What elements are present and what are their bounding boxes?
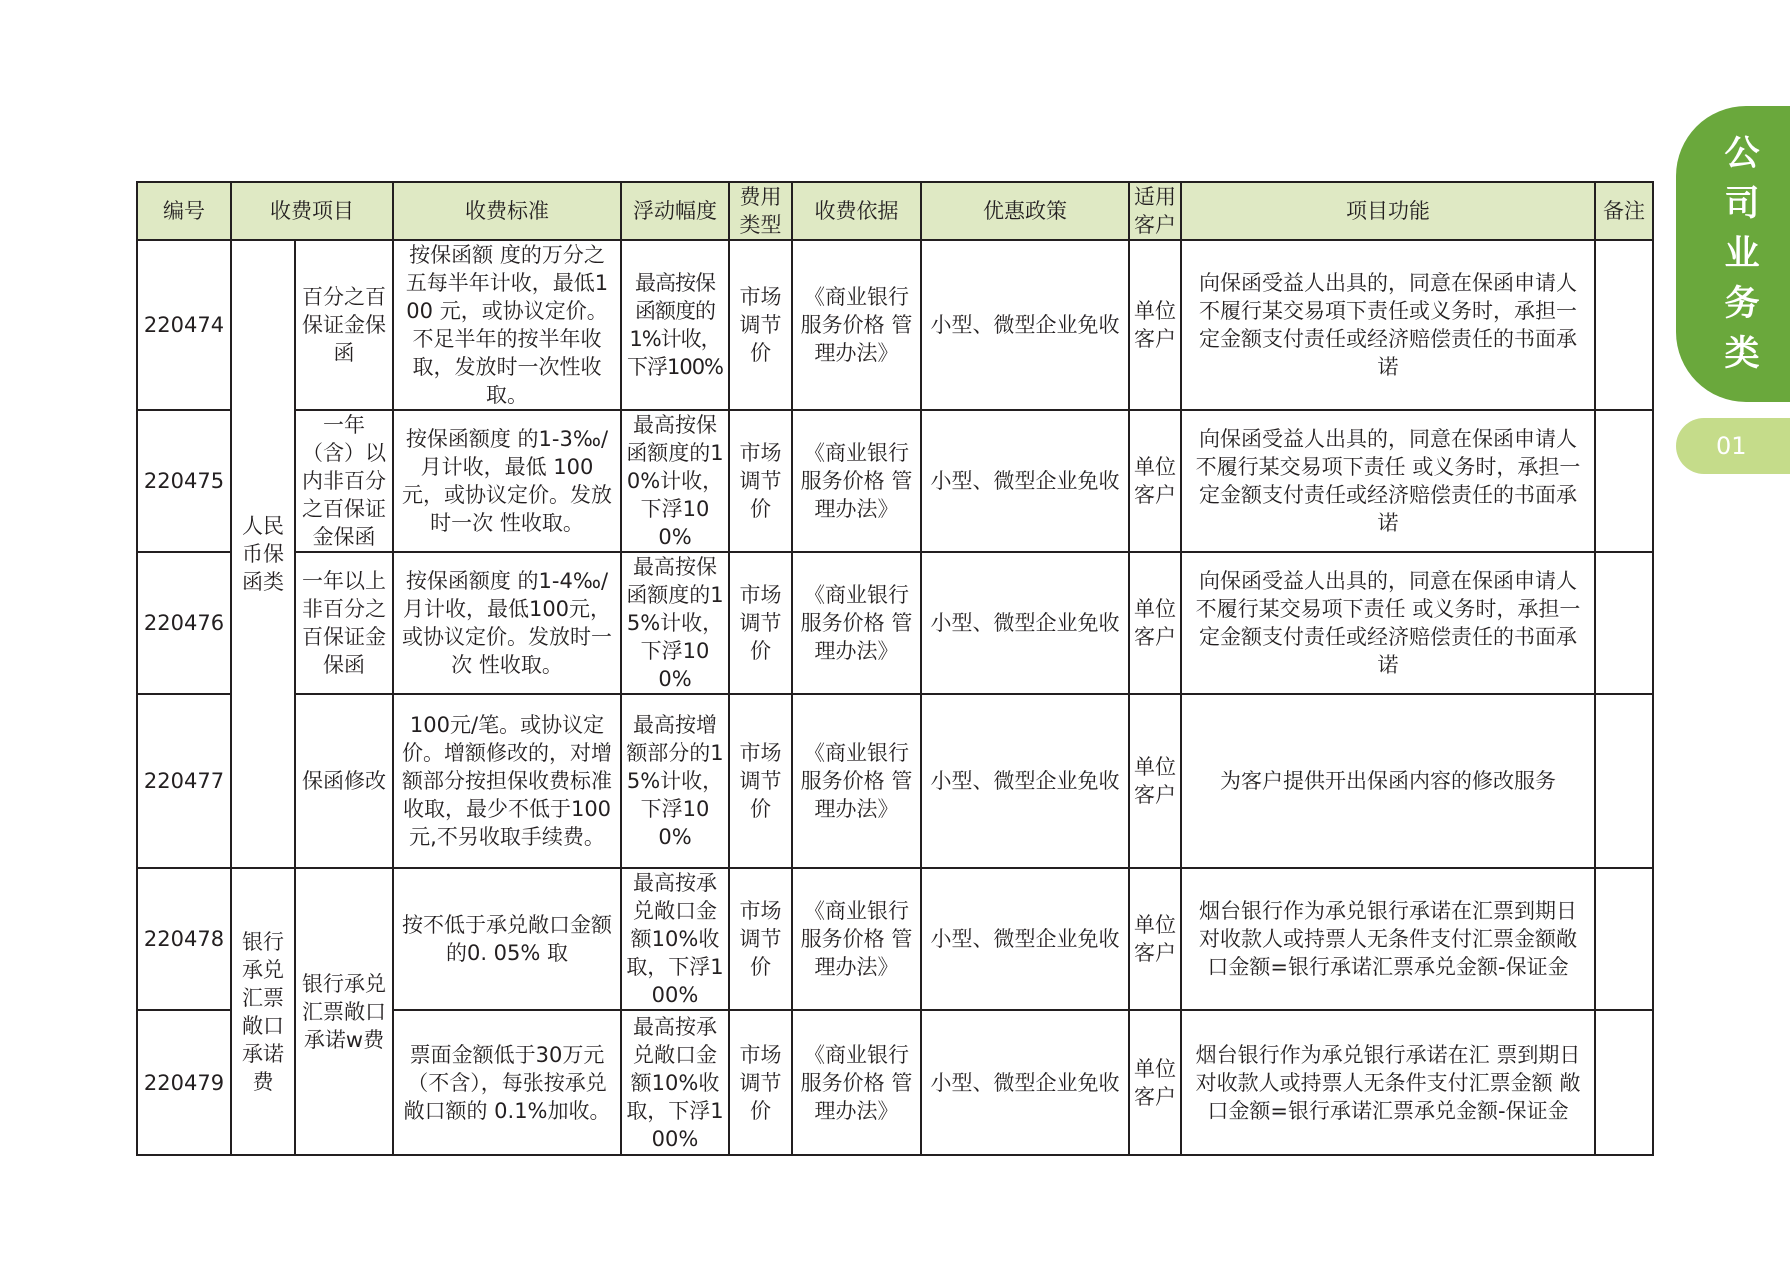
range-cell: 最高按承兑敞口金额10%收取，下浮100% <box>621 868 729 1010</box>
header-standard: 收费标准 <box>393 182 621 240</box>
header-customer: 适用客户 <box>1129 182 1181 240</box>
header-function: 项目功能 <box>1181 182 1595 240</box>
standard-cell: 按保函额 度的万分之五每半年计收，最低100 元，或协议定价。不足半年的按半年收取，发放时一次性收取。 <box>393 240 621 410</box>
header-fee-type: 费用类型 <box>729 182 792 240</box>
group-cell: 银行承兑汇票敞口承诺费 <box>231 868 295 1155</box>
item-cell: 百分之百保证金保函 <box>295 240 393 410</box>
function-cell: 向保函受益人出具的，同意在保函申请人不履行某交易项下责任 或义务时，承担一定金额支付责任或经济赔偿责任的书面承诺 <box>1181 410 1595 552</box>
policy-cell: 小型、微型企业免收 <box>921 552 1129 694</box>
standard-cell: 按保函额度 的1-3‰/月计收，最低 100元，或协议定价。发放时一次 性收取。 <box>393 410 621 552</box>
fee-type-cell: 市场调节价 <box>729 868 792 1010</box>
range-cell: 最高按保函额度的15%计收，下浮100% <box>621 552 729 694</box>
policy-cell: 小型、微型企业免收 <box>921 240 1129 410</box>
table-row <box>137 868 1653 1010</box>
section-tab <box>1676 106 1790 402</box>
basis-cell: 《商业银行服务价格 管理办法》 <box>792 552 921 694</box>
section-tab-char: 司 <box>1724 184 1760 224</box>
standard-cell: 按保函额度 的1-4‰/月计收，最低100元，或协议定价。发放时一次 性收取。 <box>393 552 621 694</box>
item-cell: 保函修改 <box>295 694 393 868</box>
section-tab-char: 公 <box>1724 134 1760 174</box>
remark-cell <box>1595 694 1653 868</box>
section-tab-char: 业 <box>1724 234 1760 274</box>
code-cell: 220477 <box>137 694 231 868</box>
remark-cell <box>1595 240 1653 410</box>
table-row <box>137 552 1653 694</box>
section-tab-char: 类 <box>1724 334 1760 374</box>
header-item: 收费项目 <box>231 182 393 240</box>
policy-cell: 小型、微型企业免收 <box>921 1010 1129 1155</box>
code-cell: 220478 <box>137 868 231 1010</box>
policy-cell: 小型、微型企业免收 <box>921 868 1129 1010</box>
header-code: 编号 <box>137 182 231 240</box>
standard-cell: 100元/笔。或协议定价。增额修改的，对增额部分按担保收费标准收取，最少不低于100元,不另收取手续费。 <box>393 694 621 868</box>
page-number: 01 <box>1676 418 1790 474</box>
fee-type-cell: 市场调节价 <box>729 240 792 410</box>
code-cell: 220479 <box>137 1010 231 1155</box>
basis-cell: 《商业银行服务价格 管理办法》 <box>792 868 921 1010</box>
remark-cell <box>1595 552 1653 694</box>
code-cell: 220474 <box>137 240 231 410</box>
fee-type-cell: 市场调节价 <box>729 694 792 868</box>
customer-cell: 单位客户 <box>1129 552 1181 694</box>
header-row <box>137 182 1653 240</box>
code-cell: 220475 <box>137 410 231 552</box>
fee-type-cell: 市场调节价 <box>729 1010 792 1155</box>
table-row <box>137 410 1653 552</box>
customer-cell: 单位客户 <box>1129 1010 1181 1155</box>
function-cell: 向保函受益人出具的，同意在保函申请人不履行某交易项下责任 或义务时，承担一定金额支付责任或经济赔偿责任的书面承诺 <box>1181 552 1595 694</box>
customer-cell: 单位客户 <box>1129 410 1181 552</box>
item-cell: 银行承兑汇票敞口承诺w费 <box>295 868 393 1155</box>
customer-cell: 单位客户 <box>1129 240 1181 410</box>
standard-cell: 按不低于承兑敞口金额的0. 05% 取 <box>393 868 621 1010</box>
header-range: 浮动幅度 <box>621 182 729 240</box>
function-cell: 烟台银行作为承兑银行承诺在汇 票到期日对收款人或持票人无条件支付汇票金额 敞口金额=银行承诺汇票承兑金额-保证金 <box>1181 1010 1595 1155</box>
range-cell: 最高按承兑敞口金额10%收取，下浮100% <box>621 1010 729 1155</box>
fee-type-cell: 市场调节价 <box>729 552 792 694</box>
item-cell: 一年（含）以内非百分之百保证金保函 <box>295 410 393 552</box>
function-cell: 烟台银行作为承兑银行承诺在汇票到期日对收款人或持票人无条件支付汇票金额敞口金额=银行承诺汇票承兑金额-保证金 <box>1181 868 1595 1010</box>
header-policy: 优惠政策 <box>921 182 1129 240</box>
header-remark: 备注 <box>1595 182 1653 240</box>
standard-cell: 票面金额低于30万元（不含），每张按承兑敞口额的 0.1%加收。 <box>393 1010 621 1155</box>
function-cell: 向保函受益人出具的，同意在保函申请人不履行某交易項下责任或义务时，承担一定金额支付责任或经济赔偿责任的书面承诺 <box>1181 240 1595 410</box>
section-tab-char: 务 <box>1724 284 1760 324</box>
policy-cell: 小型、微型企业免收 <box>921 410 1129 552</box>
range-cell: 最高按增额部分的15%计收，下浮100% <box>621 694 729 868</box>
basis-cell: 《商业银行服务价格 管理办法》 <box>792 240 921 410</box>
fee-table <box>136 181 1654 1156</box>
range-cell: 最高按保函额度的10%计收，下浮100% <box>621 410 729 552</box>
range-cell: 最高按保函额度的1%计收，下浮100% <box>621 240 729 410</box>
fee-type-cell: 市场调节价 <box>729 410 792 552</box>
header-basis: 收费依据 <box>792 182 921 240</box>
basis-cell: 《商业银行服务价格 管理办法》 <box>792 410 921 552</box>
code-cell: 220476 <box>137 552 231 694</box>
remark-cell <box>1595 410 1653 552</box>
customer-cell: 单位客户 <box>1129 868 1181 1010</box>
function-cell: 为客户提供开出保函内容的修改服务 <box>1181 694 1595 868</box>
basis-cell: 《商业银行服务价格 管理办法》 <box>792 1010 921 1155</box>
policy-cell: 小型、微型企业免收 <box>921 694 1129 868</box>
group-cell: 人民币保函类 <box>231 240 295 868</box>
remark-cell <box>1595 868 1653 1010</box>
basis-cell: 《商业银行服务价格 管理办法》 <box>792 694 921 868</box>
table-row <box>137 694 1653 868</box>
customer-cell: 单位客户 <box>1129 694 1181 868</box>
table-row <box>137 240 1653 410</box>
item-cell: 一年以上非百分之百保证金保函 <box>295 552 393 694</box>
remark-cell <box>1595 1010 1653 1155</box>
